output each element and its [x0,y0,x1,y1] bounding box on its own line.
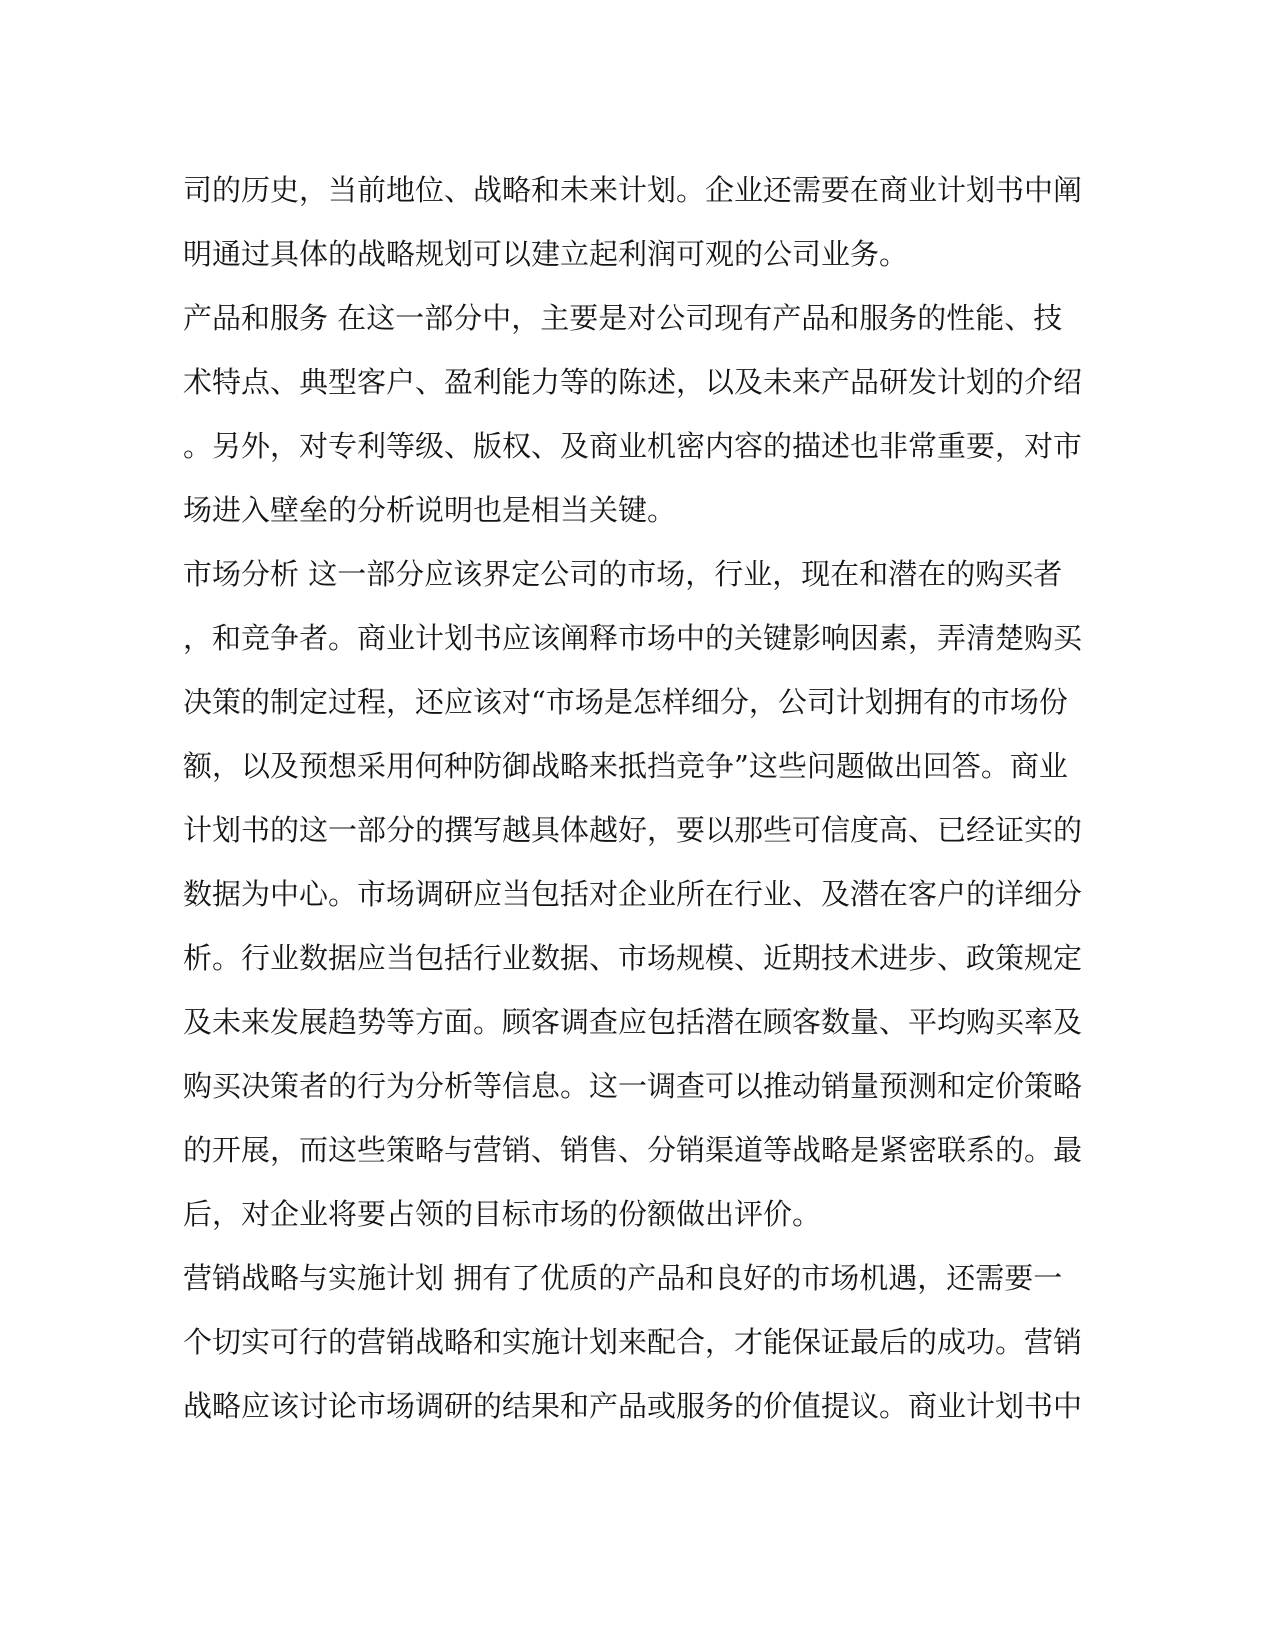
text-line: 。另外，对专利等级、版权、及商业机密内容的描述也非常重要，对市 [183,429,1083,463]
text-line: 明通过具体的战略规划可以建立起利润可观的公司业务。 [183,237,909,271]
text-line: 市场分析 这一部分应该界定公司的市场，行业，现在和潜在的购买者 [183,557,1063,591]
text-line: 术特点、典型客户、盈利能力等的陈述，以及未来产品研发计划的介绍 [183,365,1083,399]
body-text [183,158,1093,1438]
text-line: 司的历史，当前地位、战略和未来计划。企业还需要在商业计划书中阐 [183,173,1083,207]
text-line: 析。行业数据应当包括行业数据、市场规模、近期技术进步、政策规定 [183,941,1083,975]
text-line: 决策的制定过程，还应该对“市场是怎样细分，公司计划拥有的市场份 [183,685,1068,719]
text-line: 额，以及预想采用何种防御战略来抵挡竞争”这些问题做出回答。商业 [183,749,1068,783]
text-line: 计划书的这一部分的撰写越具体越好，要以那些可信度高、已经证实的 [183,813,1083,847]
text-line: 战略应该讨论市场调研的结果和产品或服务的价值提议。商业计划书中 [183,1389,1083,1423]
text-line: 场进入壁垒的分析说明也是相当关键。 [183,493,677,527]
text-line: 的开展，而这些策略与营销、销售、分销渠道等战略是紧密联系的。最 [183,1133,1083,1167]
text-line: 数据为中心。市场调研应当包括对企业所在行业、及潜在客户的详细分 [183,877,1083,911]
text-line: 产品和服务 在这一部分中，主要是对公司现有产品和服务的性能、技 [183,301,1063,335]
text-line: 后，对企业将要占领的目标市场的份额做出评价。 [183,1197,822,1231]
text-line: 及未来发展趋势等方面。顾客调查应包括潜在顾客数量、平均购买率及 [183,1005,1083,1039]
text-line: 个切实可行的营销战略和实施计划来配合，才能保证最后的成功。营销 [183,1325,1083,1359]
text-line: ，和竞争者。商业计划书应该阐释市场中的关键影响因素，弄清楚购买 [183,621,1083,655]
text-line: 购买决策者的行为分析等信息。这一调查可以推动销量预测和定价策略 [183,1069,1083,1103]
text-line: 营销战略与实施计划 拥有了优质的产品和良好的市场机遇，还需要一 [183,1261,1063,1295]
